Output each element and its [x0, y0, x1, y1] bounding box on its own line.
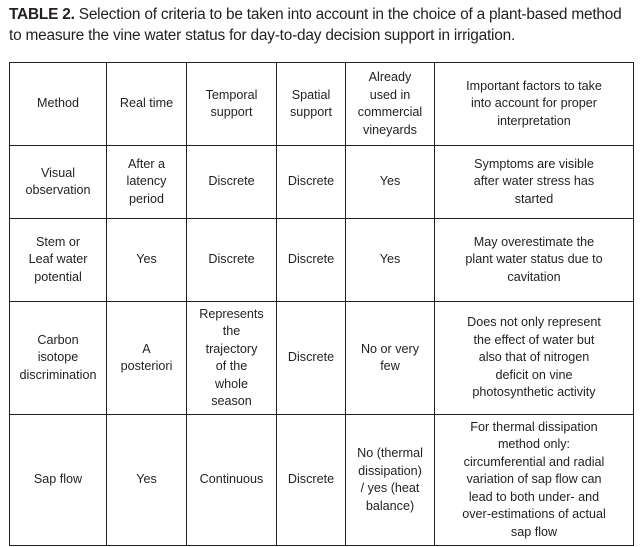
table-cell: Continuous — [187, 415, 277, 546]
header-cell-spatial-support: Spatial support — [277, 63, 346, 146]
table-cell: Yes — [346, 146, 435, 219]
header-cell-important-factors: Important factors to take into account for proper interpretation — [435, 63, 634, 146]
header-row — [10, 63, 634, 146]
table-cell: Discrete — [277, 219, 346, 302]
criteria-table — [9, 62, 634, 546]
table-cell: Discrete — [277, 415, 346, 546]
table-cell: Yes — [107, 219, 187, 302]
table-cell: Visual observation — [10, 146, 107, 219]
table-caption — [9, 4, 633, 46]
table-cell: Represents the trajectory of the whole season — [187, 302, 277, 415]
table-row — [10, 219, 634, 302]
table-cell: Yes — [346, 219, 435, 302]
table-cell: A posteriori — [107, 302, 187, 415]
table-cell: For thermal dissipation method only: circumferential and radial variation of sap flow can lead to both under- and over-estimations of actual sap flow — [435, 415, 634, 546]
table-cell: Discrete — [187, 219, 277, 302]
table-label: TABLE 2. — [9, 6, 75, 23]
table-cell: May overestimate the plant water status due to cavitation — [435, 219, 634, 302]
table-cell: After a latency period — [107, 146, 187, 219]
header-cell-real-time: Real time — [107, 63, 187, 146]
table-cell: Does not only represent the effect of water but also that of nitrogen deficit on vine photosynthetic activity — [435, 302, 634, 415]
table-cell: No (thermal dissipation) / yes (heat balance) — [346, 415, 435, 546]
caption-text: Selection of criteria to be taken into account in the choice of a plant-based method to measure the vine water status for day-to-day decision support in irrigation. — [9, 6, 622, 44]
table-cell: Discrete — [277, 146, 346, 219]
header-cell-already-used: Already used in commercial vineyards — [346, 63, 435, 146]
table-cell: Discrete — [187, 146, 277, 219]
table-cell: Symptoms are visible after water stress has started — [435, 146, 634, 219]
table-cell: Yes — [107, 415, 187, 546]
table-row — [10, 146, 634, 219]
table-row — [10, 415, 634, 546]
table-row — [10, 302, 634, 415]
header-cell-temporal-support: Temporal support — [187, 63, 277, 146]
header-cell-method: Method — [10, 63, 107, 146]
table-cell: Stem or Leaf water potential — [10, 219, 107, 302]
table-cell: Discrete — [277, 302, 346, 415]
table-cell: No or very few — [346, 302, 435, 415]
table-cell: Carbon isotope discrimination — [10, 302, 107, 415]
table-cell: Sap flow — [10, 415, 107, 546]
